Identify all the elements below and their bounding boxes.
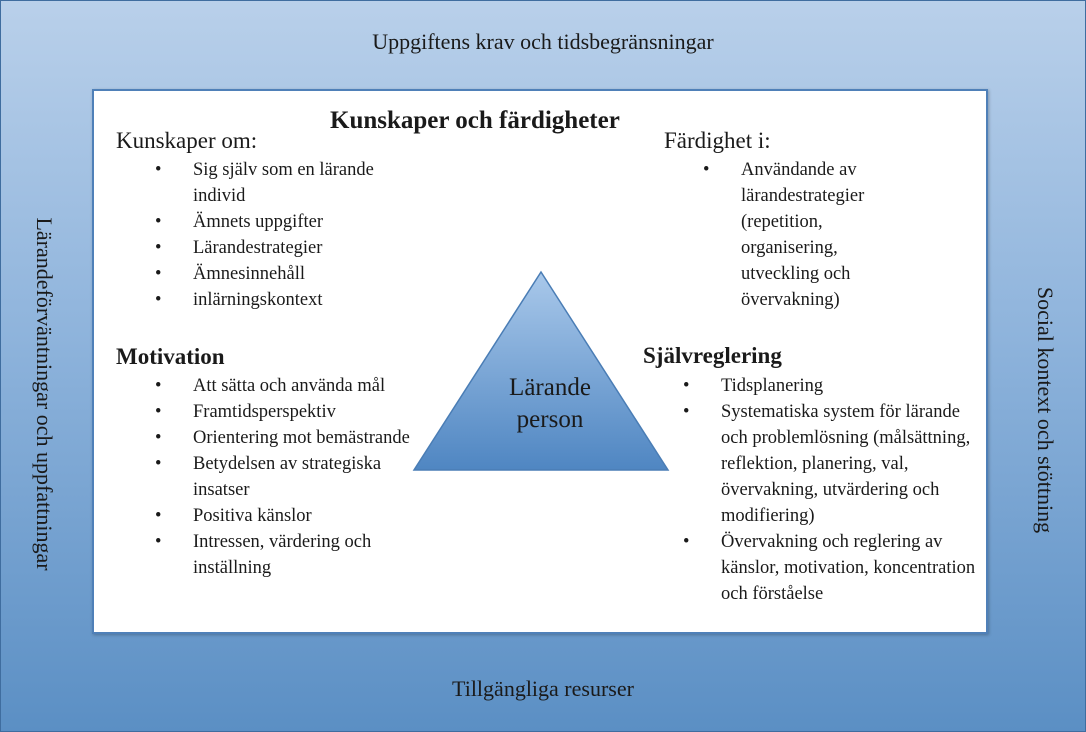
outer-top-label: Uppgiftens krav och tidsbegränsningar — [372, 29, 714, 54]
list-item: • Intressen, värdering och inställning — [193, 529, 428, 581]
knowledge-heading: Kunskaper om: — [116, 128, 258, 153]
outer-bottom-label: Tillgängliga resurser — [452, 676, 634, 701]
motivation-list — [193, 373, 428, 581]
list-item: • inlärningskontext — [193, 287, 383, 313]
skills-list — [741, 157, 916, 313]
list-item: • Orientering mot bemästrande — [193, 425, 428, 451]
list-item: • Lärandestrategier — [193, 235, 383, 261]
list-item: • Sig själv som en lärande individ — [193, 157, 383, 209]
learner-triangle — [410, 268, 672, 474]
outer-right-label: Social kontext och stöttning — [1033, 286, 1058, 534]
motivation-heading: Motivation — [116, 344, 225, 369]
list-item: • Ämnesinnehåll — [193, 261, 383, 287]
list-item: • Systematiska system för lärande och problemlösning (målsättning, reflektion, planering, val, övervakning, utvärdering och modifiering) — [721, 399, 983, 529]
outer-left-label: Lärandeförväntningar och uppfattningar — [32, 217, 57, 571]
triangle-label-line1: Lärande — [509, 374, 591, 401]
list-item: • Övervakning och reglering av känslor, motivation, koncentration och förståelse — [721, 529, 983, 607]
list-item: • Ämnets uppgifter — [193, 209, 383, 235]
list-item: • Att sätta och använda mål — [193, 373, 428, 399]
list-item: • Användande av lärandestrategier (repetition, organisering, utveckling och övervakning) — [741, 157, 916, 313]
triangle-label-line2: person — [516, 406, 584, 433]
list-item: • Positiva känslor — [193, 503, 428, 529]
selfregulation-heading: Självreglering — [643, 343, 782, 368]
triangle-label — [500, 372, 600, 436]
skills-heading: Färdighet i: — [664, 128, 771, 153]
selfregulation-list — [721, 373, 983, 607]
knowledge-list — [193, 157, 383, 313]
diagram-title: Kunskaper och färdigheter — [330, 107, 620, 134]
list-item: • Tidsplanering — [721, 373, 983, 399]
triangle-shape — [414, 272, 668, 470]
list-item: • Framtidsperspektiv — [193, 399, 428, 425]
list-item: • Betydelsen av strategiska insatser — [193, 451, 428, 503]
